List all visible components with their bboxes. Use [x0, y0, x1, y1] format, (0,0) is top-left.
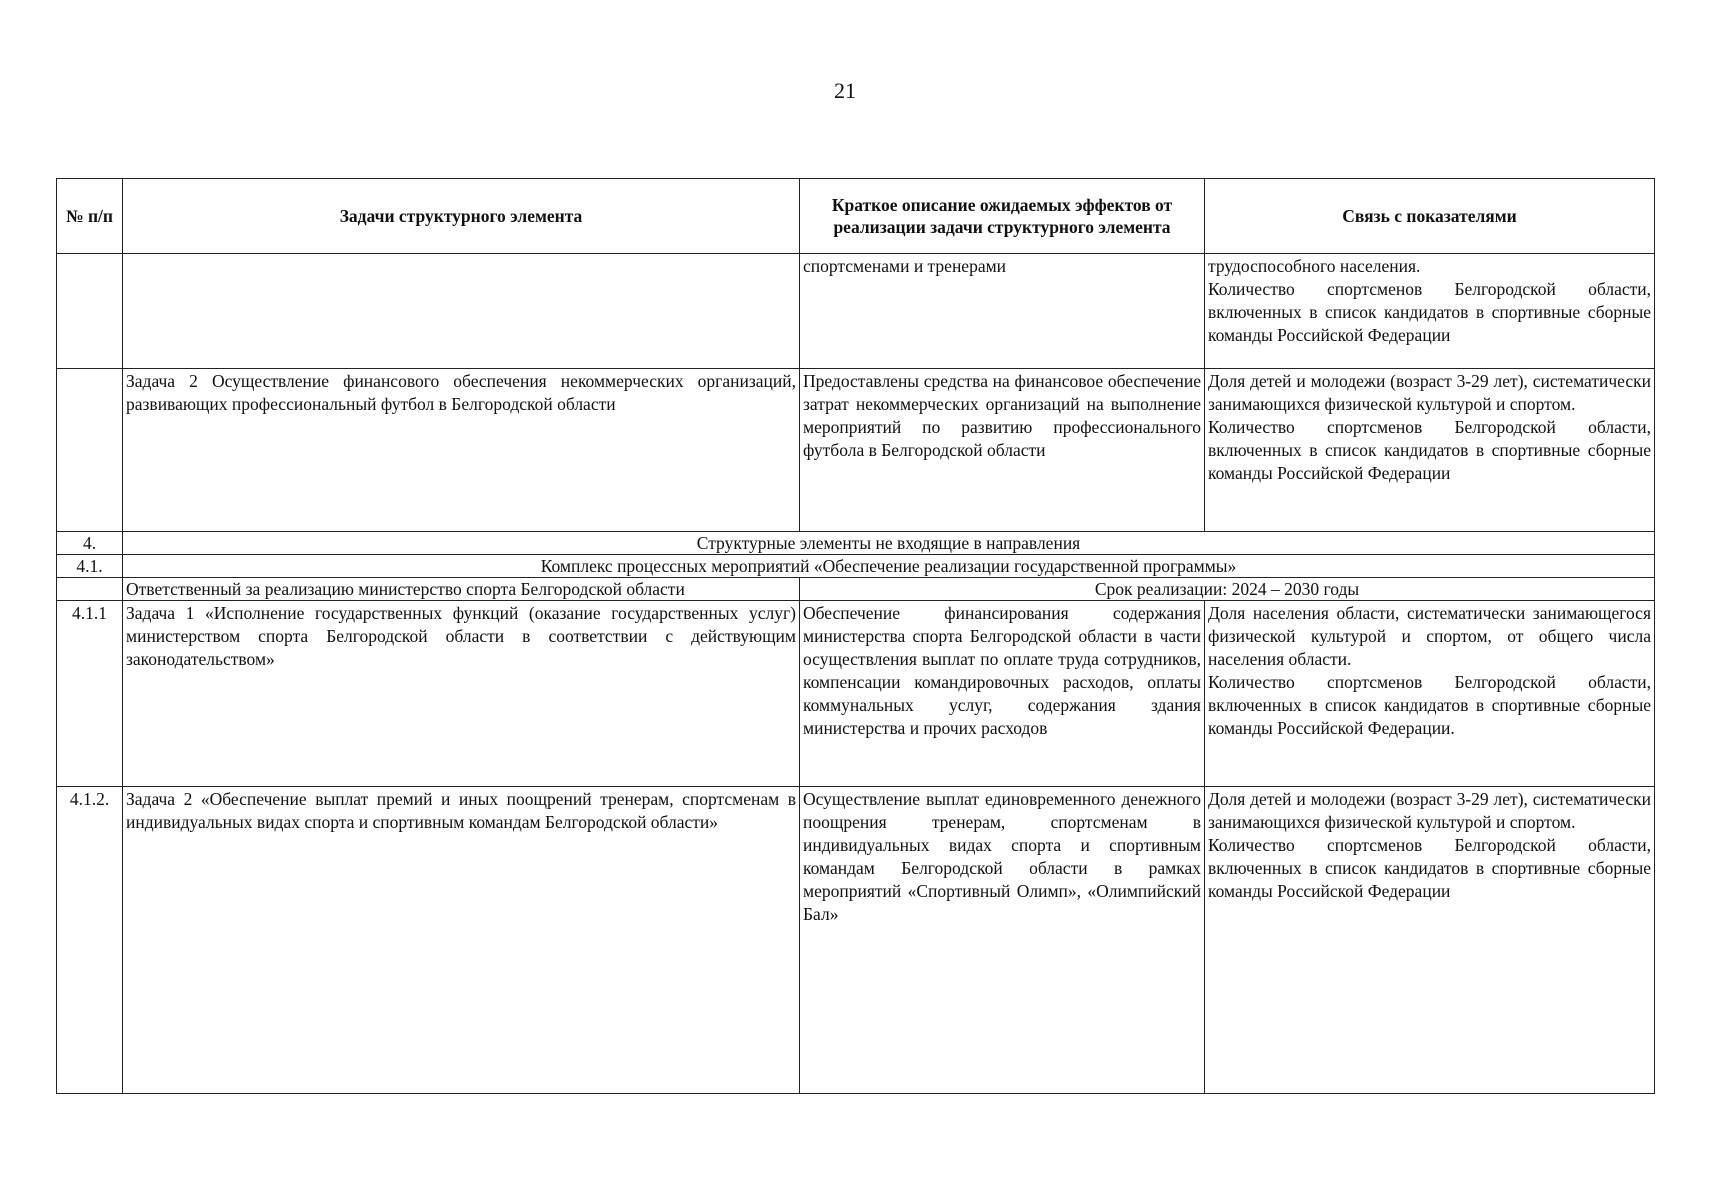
responsible-row — [57, 578, 1655, 601]
row-indicators — [1205, 787, 1655, 1094]
table-row — [57, 254, 1655, 369]
row-num — [57, 578, 123, 601]
page-number: 21 — [834, 78, 856, 103]
section-row — [57, 532, 1655, 555]
indicator-text: Количество спортсменов Белгородской области, включенных в список кандидатов в спортивные сборные команды Российской Федерации — [1208, 417, 1651, 483]
table-row — [57, 787, 1655, 1094]
row-task: Задача 2 Осуществление финансового обеспечения некоммерческих организаций, развивающих профессиональный футбол в Белгородской области — [123, 369, 800, 532]
indicator-text: Доля детей и молодежи (возраст 3-29 лет), систематически занимающихся физической культурой и спортом. — [1208, 789, 1651, 832]
header-num: № п/п — [57, 179, 123, 254]
indicator-text: Доля населения области, систематически занимающегося физической культурой и спортом, от общего числа населения области. — [1208, 603, 1651, 669]
row-num — [57, 369, 123, 532]
table-header-row — [57, 179, 1655, 254]
row-indicators — [1205, 369, 1655, 532]
indicator-text: Доля детей и молодежи (возраст 3-29 лет), систематически занимающихся физической культурой и спортом. — [1208, 371, 1651, 414]
row-task: Задача 2 «Обеспечение выплат премий и иных поощрений тренерам, спортсменам в индивидуальных видах спорта и спортивным командам Белгородской области» — [123, 787, 800, 1094]
header-tasks: Задачи структурного элемента — [123, 179, 800, 254]
term-text: Срок реализации: 2024 – 2030 годы — [800, 578, 1655, 601]
indicator-text: трудоспособного населения. — [1208, 256, 1421, 276]
section-num: 4. — [57, 532, 123, 555]
header-effects: Краткое описание ожидаемых эффектов от реализации задачи структурного элемента — [800, 179, 1205, 254]
indicator-text: Количество спортсменов Белгородской области, включенных в список кандидатов в спортивные сборные команды Российской Федерации — [1208, 835, 1651, 901]
row-effect: Осуществление выплат единовременного денежного поощрения тренерам, спортсменам в индивидуальных видах спорта и спортивным командам Белгородской области в рамках мероприятий «Спортивный Олимп», «Олимпийский Бал» — [800, 787, 1205, 1094]
section-num: 4.1. — [57, 555, 123, 578]
row-effect: Предоставлены средства на финансовое обеспечение затрат некоммерческих организаций на выполнение мероприятий по развитию профессионального футбола в Белгородской области — [800, 369, 1205, 532]
section-title: Структурные элементы не входящие в направления — [123, 532, 1655, 555]
indicator-text: Количество спортсменов Белгородской области, включенных в список кандидатов в спортивные сборные команды Российской Федерации — [1208, 279, 1651, 345]
table-row — [57, 369, 1655, 532]
section-row — [57, 555, 1655, 578]
row-task — [123, 254, 800, 369]
table-row — [57, 601, 1655, 787]
row-effect: спортсменами и тренерами — [800, 254, 1205, 369]
row-task: Задача 1 «Исполнение государственных функций (оказание государственных услуг) министерством спорта Белгородской области в соответствии с действующим законодательством» — [123, 601, 800, 787]
section-title: Комплекс процессных мероприятий «Обеспечение реализации государственной программы» — [123, 555, 1655, 578]
row-num: 4.1.2. — [57, 787, 123, 1094]
indicator-text: Количество спортсменов Белгородской области, включенных в список кандидатов в спортивные сборные команды Российской Федерации. — [1208, 672, 1651, 738]
row-indicators — [1205, 601, 1655, 787]
responsible-text: Ответственный за реализацию министерство спорта Белгородской области — [123, 578, 800, 601]
row-effect: Обеспечение финансирования содержания министерства спорта Белгородской области в части осуществления выплат по оплате труда сотрудников, компенсации командировочных расходов, оплаты коммунальных услуг, содержания здания министерства и прочих расходов — [800, 601, 1205, 787]
row-indicators — [1205, 254, 1655, 369]
structural-elements-table — [56, 178, 1655, 1094]
header-indicators: Связь с показателями — [1205, 179, 1655, 254]
row-num: 4.1.1 — [57, 601, 123, 787]
row-num — [57, 254, 123, 369]
